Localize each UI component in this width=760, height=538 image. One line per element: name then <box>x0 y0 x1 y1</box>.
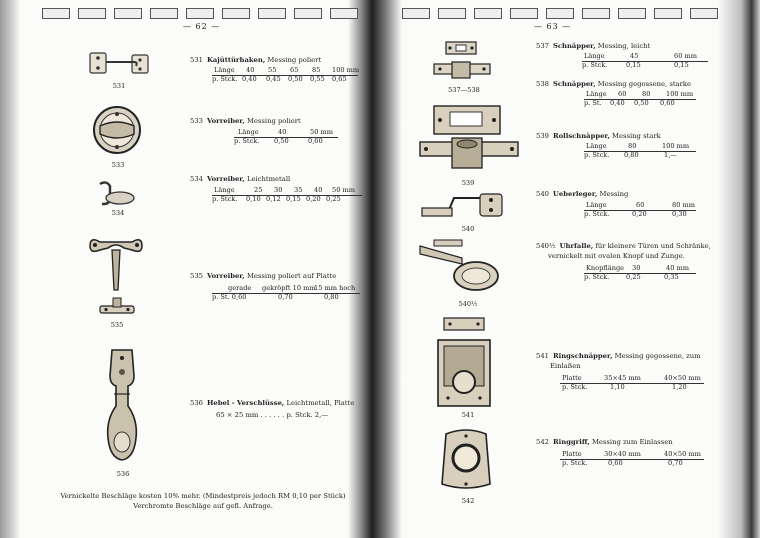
item-536-size-price: 65 × 25 mm . . . . . . p. Stck. 2,— <box>216 411 329 419</box>
item-535-heading: 535 Vorreiber, Messing poliert auf Platte <box>190 272 337 280</box>
latch-537-538-illustration <box>432 38 492 84</box>
item-533-heading: 533 Vorreiber, Messing poliert <box>190 117 301 125</box>
item-538-table: Länge 60 80 100 mm p. St. 0,40 0,50 0,60 <box>582 90 706 108</box>
left-page <box>0 0 372 538</box>
figure-caption-542: 542 <box>461 497 475 505</box>
figure-caption-534: 534 <box>111 209 125 217</box>
hasp-540-illustration <box>420 190 506 220</box>
item-540-half-heading: 540½ Uhrfalle, für kleinere Türen und Schränke, <box>536 242 711 250</box>
item-537-heading: 537 Schnäpper, Messing, leicht <box>536 42 651 50</box>
scan-shadow-right <box>718 0 760 538</box>
item-531-heading: 531 Kajüttürhaken, Messing poliert <box>190 56 322 64</box>
item-539-table: Länge 80 100 mm p. Stck. 0,80 1,— <box>582 142 706 160</box>
lever-lock-illustration <box>100 346 144 464</box>
scan-shadow-left <box>0 0 20 538</box>
turn-latch-light-metal-illustration <box>96 180 136 208</box>
cabinet-latch-540-half-illustration <box>416 236 500 296</box>
item-539-heading: 539 Rollschnäpper, Messing stark <box>536 132 661 140</box>
item-533-table: Länge 40 50 mm p. Stck. 0,50 0,60 <box>232 128 342 146</box>
figure-caption-539: 539 <box>461 179 475 187</box>
ring-handle-542-illustration <box>438 428 494 492</box>
right-page <box>372 0 760 538</box>
item-540-half-table: Knopflänge 30 40 mm p. Stck. 0,25 0,35 <box>582 264 706 282</box>
figure-caption-540: 540 <box>461 225 475 233</box>
page-number: — 63 — <box>534 22 572 31</box>
turn-latch-round-illustration <box>92 104 142 156</box>
item-535-table: gerade gekröpft 10 mm 15 mm hoch p. St. 0,60 0,70 0,80 <box>206 284 366 302</box>
footer-nickel-note: Vernickelte Beschläge kosten 10% mehr. (Mindestpreis jedoch RM 0,10 per Stück) <box>60 492 346 500</box>
item-537-table: Länge 45 60 mm p. Stck. 0,15 0,15 <box>578 52 712 70</box>
item-541-desc: Einlaßen <box>550 362 581 370</box>
item-542-heading: 542 Ringgriff, Messing zum Einlassen <box>536 438 673 446</box>
page-number: — 62 — <box>183 22 221 31</box>
turn-latch-on-plate-illustration <box>86 232 148 318</box>
item-531-table: Länge 40 55 65 85 100 mm p. Stck. 0,40 0,45 0,50 0,55 0,65 <box>212 66 360 83</box>
figure-caption-535: 535 <box>110 321 124 329</box>
item-541-heading: 541 Ringschnäpper, Messing gegossene, zum <box>536 352 701 360</box>
ring-latch-541-illustration <box>434 316 494 408</box>
binding-shadow-right <box>372 0 402 538</box>
figure-caption-540-half: 540½ <box>458 300 478 308</box>
figure-caption-541: 541 <box>461 411 475 419</box>
roller-latch-539-illustration <box>418 104 522 176</box>
item-536-heading: 536 Hebel - Verschlüsse, Leichtmetall, Platte <box>190 399 355 407</box>
item-534-table: Länge 25 30 35 40 50 mm p. Stck. 0,10 0,12 0,15 0,20 0,25 <box>206 186 362 204</box>
item-540-half-desc: vernickelt mit ovalen Knopf und Zunge. <box>548 252 685 260</box>
figure-caption-537-538: 537—538 <box>448 86 480 94</box>
item-542-table: Platte 30×40 mm 40×50 mm p. Stck. 0,60 0,70 <box>560 450 708 468</box>
item-540-table: Länge 60 80 mm p. Stck. 0,20 0,30 <box>584 201 695 218</box>
figure-caption-531: 531 <box>112 82 126 90</box>
footer-note <box>44 491 362 511</box>
figure-caption-533: 533 <box>111 161 125 169</box>
figure-caption-536: 536 <box>116 470 130 478</box>
footer-chrome-note: Verchromte Beschläge auf gefl. Anfrage. <box>133 502 273 510</box>
item-541-table: Platte 35×45 mm 40×50 mm p. Stck. 1,10 1,20 <box>560 374 708 392</box>
cabin-hook-illustration <box>88 50 158 80</box>
item-540-heading: 540 Ueberleger, Messing <box>536 190 629 198</box>
item-534-heading: 534 Vorreiber, Leichtmetall <box>190 175 291 183</box>
item-538-heading: 538 Schnäpper, Messing gegossene, starke <box>536 80 691 88</box>
